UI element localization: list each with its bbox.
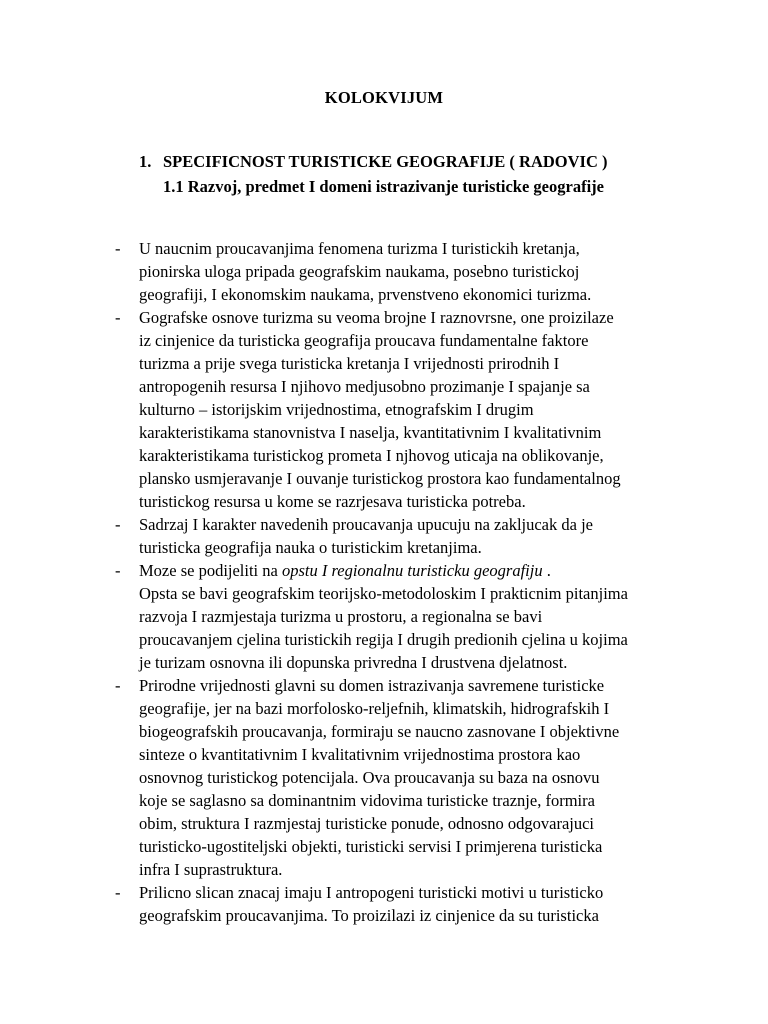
bullet-dash: -: [115, 561, 121, 580]
list-item: [0, 881, 768, 927]
bullet-dash: -: [115, 883, 121, 902]
section-heading-text: SPECIFICNOST TURISTICKE GEOGRAFIJE ( RADOVIC ): [163, 152, 608, 171]
text-line: Opsta se bavi geografskim teorijsko-metodoloskim I prakticnim pitanjima: [139, 584, 628, 603]
text-line: geografiji, I ekonomskim naukama, prvenstveno ekonomici turizma.: [139, 285, 592, 304]
text-line: [139, 559, 768, 582]
text-line: geografije, jer na bazi morfolosko-reljefnih, klimatskih, hidrografskih I: [139, 699, 610, 718]
text-line: sinteze o kvantitativnim I kvalitativnim vrijednostima prostora kao: [139, 745, 581, 764]
list-item: [0, 513, 768, 559]
text-line: U naucnim proucavanjima fenomena turizma I turistickih kretanja,: [139, 239, 580, 258]
bullet-dash: -: [115, 239, 121, 258]
bullet-dash: -: [115, 308, 121, 327]
text-line: je turizam osnovna ili dopunska privredna I drustvena djelatnost.: [139, 653, 568, 672]
page-title: KOLOKVIJUM: [324, 88, 444, 107]
text-line: iz cinjenice da turisticka geografija proucava fundamentalne faktore: [139, 331, 589, 350]
text-prefix: Moze se podijeliti na: [139, 561, 282, 580]
text-line: karakteristikama turistickog prometa I njhovog uticaja na oblikovanje,: [139, 446, 604, 465]
text-line: Sadrzaj I karakter navedenih proucavanja upucuju na zakljucak da je: [139, 515, 593, 534]
subsection-heading: 1.1 Razvoj, predmet I domeni istrazivanje turisticke geografije: [163, 177, 604, 196]
text-line: infra I suprastruktura.: [139, 860, 283, 879]
list-item: [0, 674, 768, 881]
list-item: [0, 237, 768, 306]
text-line: proucavanjem cjelina turistickih regija I drugih predionih cjelina u kojima: [139, 630, 628, 649]
text-line: turizma a prije svega turisticka kretanja I vrijednosti prirodnih I: [139, 354, 560, 373]
section-heading: [139, 152, 608, 172]
text-line: pionirska uloga pripada geografskim naukama, posebno turistickoj: [139, 262, 580, 281]
text-line: turisticka geografija nauka o turistickim kretanjima.: [139, 538, 482, 557]
text-suffix: .: [542, 561, 551, 580]
section-number: 1.: [139, 152, 152, 171]
text-line: obim, struktura I razmjestaj turisticke ponude, odnosno odgovarajuci: [139, 814, 595, 833]
text-line: osnovnog turistickog potencijala. Ova proucavanja su baza na osnovu: [139, 768, 600, 787]
list-item: [0, 559, 768, 674]
list-item: [0, 306, 768, 513]
text-line: turistickog resursa u kome se razrjesava turisticka potreba.: [139, 492, 526, 511]
italic-term: opstu I regionalnu turisticku geografiju: [281, 561, 543, 580]
bullet-dash: -: [115, 676, 121, 695]
text-line: kulturno – istorijskim vrijednostima, etnografskim I drugim: [139, 400, 534, 419]
text-line: biogeografskih proucavanja, formiraju se naucno zasnovane I objektivne: [139, 722, 620, 741]
text-line: antropogenih resursa I njihovo medjusobno prozimanje I spajanje sa: [139, 377, 590, 396]
text-line: geografskim proucavanjima. To proizilazi iz cinjenice da su turisticka: [139, 906, 599, 925]
bullet-dash: -: [115, 515, 121, 534]
text-line: Gografske osnove turizma su veoma brojne I raznovrsne, one proizilaze: [139, 308, 614, 327]
text-line: plansko usmjeravanje I ouvanje turistickog prostora kao fundamentalnog: [139, 469, 621, 488]
text-line: turisticko-ugostiteljski objekti, turisticki servisi I primjerena turisticka: [139, 837, 603, 856]
text-line: karakteristikama stanovnistva I naselja, kvantitativnim I kvalitativnim: [139, 423, 602, 442]
text-line: Prirodne vrijednosti glavni su domen istrazivanja savremene turisticke: [139, 676, 605, 695]
text-line: Prilicno slican znacaj imaju I antropogeni turisticki motivi u turisticko: [139, 883, 604, 902]
text-line: koje se saglasno sa dominantnim vidovima turisticke traznje, formira: [139, 791, 595, 810]
text-line: razvoja I razmjestaja turizma u prostoru, a regionalna se bavi: [139, 607, 543, 626]
bullet-list: [0, 237, 768, 927]
